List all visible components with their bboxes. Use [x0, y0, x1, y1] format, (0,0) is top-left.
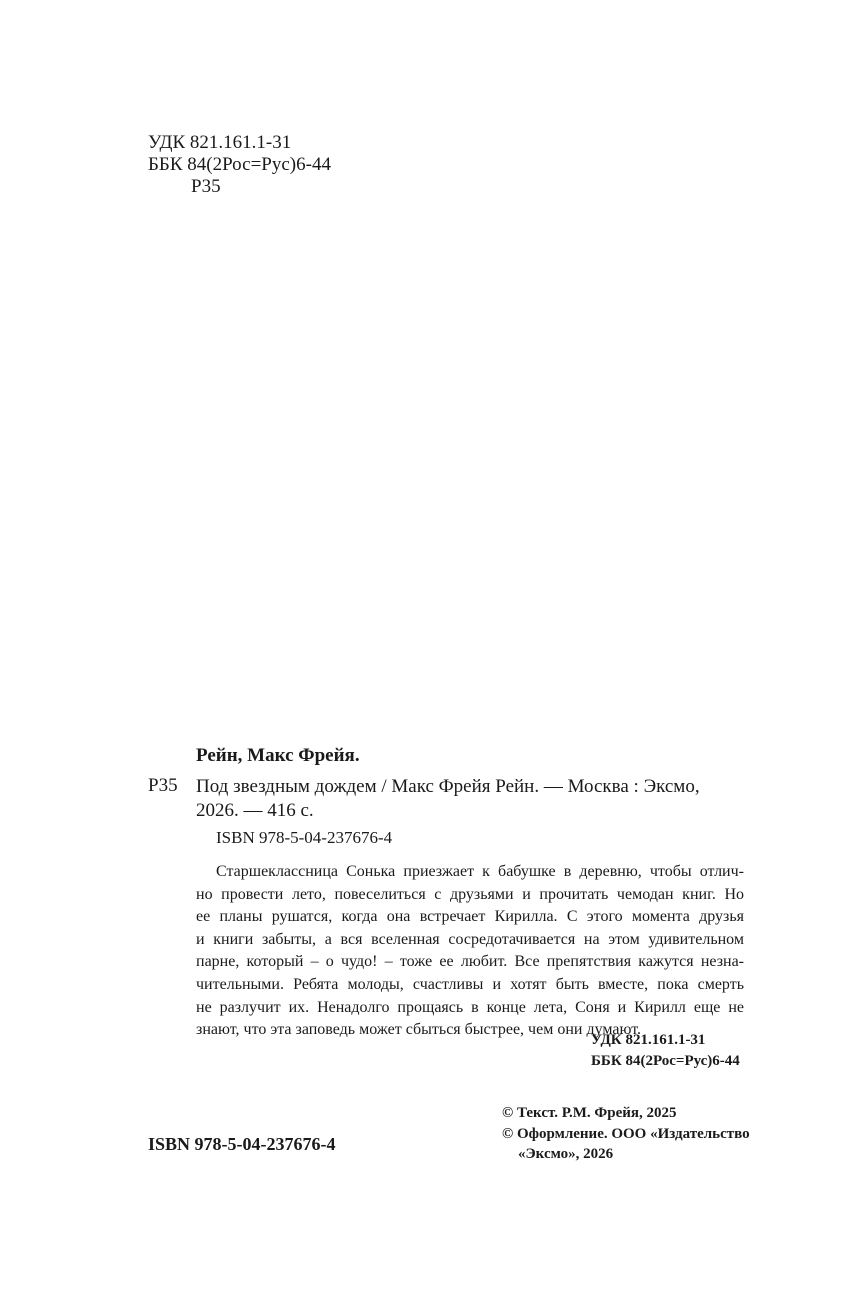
annotation-line: чительными. Ребята молоды, счастливы и хотят быть вместе, пока смерть	[196, 975, 744, 993]
top-bbk-code: ББК 84(2Рос=Рус)6-44	[148, 154, 331, 175]
annotation-paragraph	[196, 861, 744, 1042]
top-udk-code: УДК 821.161.1-31	[148, 132, 292, 153]
bottom-udk-code: УДК 821.161.1-31	[591, 1032, 706, 1048]
copyright-design-line-cont: «Эксмо», 2026	[518, 1146, 614, 1162]
annotation-line: Старшеклассница Сонька приезжает к бабушке в деревню, чтобы отлич-	[216, 863, 744, 880]
annotation-line: не разлучит их. Ненадолго прощаясь в конце лета, Соня и Кирилл еще не	[196, 998, 744, 1016]
annotation-line: ее планы рушатся, когда она встречает Кирилла. С этого момента друзья	[196, 908, 744, 926]
annotation-line: парне, который – о чудо! – тоже ее любит. Все препятствия кажутся незна-	[196, 953, 744, 971]
entry-isbn: ISBN 978-5-04-237676-4	[216, 828, 393, 847]
copyright-text-line: © Текст. Р.М. Фрейя, 2025	[502, 1105, 677, 1121]
annotation-line: и книги забыты, а вся вселенная сосредотачивается на этом удивительном	[196, 930, 744, 948]
entry-author-sign: Р35	[148, 775, 178, 796]
isbn-bold: ISBN 978-5-04-237676-4	[148, 1134, 336, 1154]
bottom-bbk-code: ББК 84(2Рос=Рус)6-44	[591, 1053, 740, 1069]
copyright-design-line: © Оформление. ООО «Издательство	[502, 1125, 750, 1142]
entry-title-line2: 2026. — 416 с.	[196, 800, 314, 821]
bottom-classification-block	[591, 1030, 740, 1072]
top-author-sign: Р35	[191, 176, 221, 197]
entry-author: Рейн, Макс Фрейя.	[196, 745, 360, 766]
annotation-line: но провести лето, повеселиться с друзьями и прочитать чемодан книг. Но	[196, 885, 744, 903]
annotation-line: знают, что эта заповедь может сбыться быстрее, чем они думают.	[196, 1021, 642, 1039]
copyright-block	[502, 1103, 750, 1165]
entry-title-block	[196, 775, 748, 823]
entry-title-line1: Под звездным дождем / Макс Фрейя Рейн. — Москва : Эксмо,	[196, 776, 700, 797]
top-classification-block	[148, 132, 331, 198]
